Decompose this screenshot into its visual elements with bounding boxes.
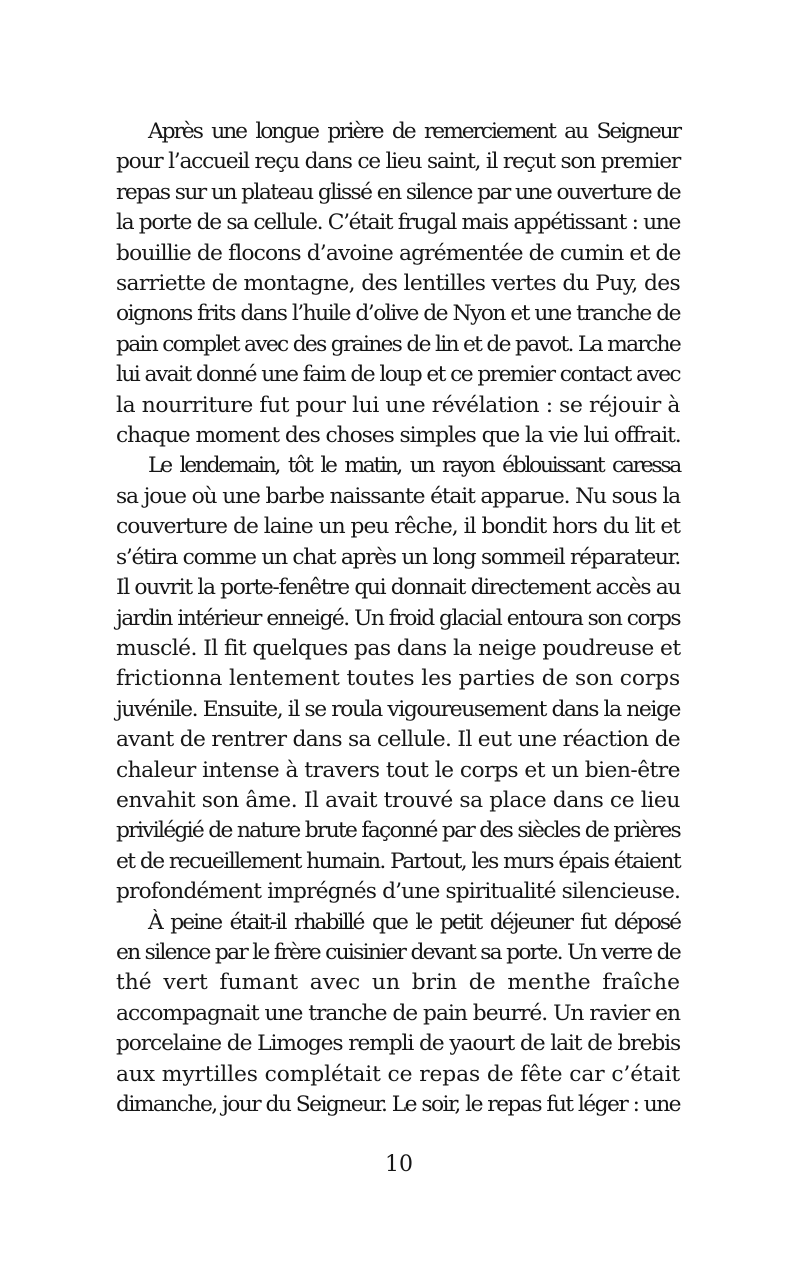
text-line: avant de rentrer dans sa cellule. Il eut une réaction de [116, 727, 680, 753]
text-line: chaleur intense à travers tout le corps et un bien-être [116, 757, 680, 783]
text-line: chaque moment des choses simples que la vie lui offrait. [116, 423, 681, 449]
text-line: pain complet avec des graines de lin et de pavot. La marche [116, 331, 681, 357]
text-line: envahit son âme. Il avait trouvé sa place dans ce lieu [116, 787, 680, 813]
text-line: aux myrtilles complétait ce repas de fête car c’était [116, 1061, 680, 1087]
text-line: sa joue où une barbe naissante était apparue. Nu sous la [116, 483, 680, 509]
paragraph-3 [116, 908, 680, 1121]
text-line: Il ouvrit la porte-fenêtre qui donnait directement accès au [116, 575, 680, 601]
text-line: accompagnait une tranche de pain beurré. Un ravier en [116, 1000, 680, 1026]
paragraph-2 [116, 451, 680, 907]
text-line: jardin intérieur enneigé. Un froid glacial entoura son corps [116, 605, 681, 631]
text-line: s’étira comme un chat après un long sommeil réparateur. [116, 544, 680, 570]
text-line: musclé. Il fit quelques pas dans la neige poudreuse et [116, 635, 681, 661]
text-line: Après une longue prière de remerciement au Seigneur [148, 119, 680, 144]
text-line: couverture de laine un peu rêche, il bondit hors du lit et [116, 514, 680, 540]
text-line: privilégié de nature brute façonné par des siècles de prières [116, 818, 680, 844]
text-line: dimanche, jour du Seigneur. Le soir, le repas fut léger : une [116, 1092, 681, 1117]
text-line: Le lendemain, tôt le matin, un rayon éblouissant caressa [148, 453, 680, 479]
text-line: repas sur un plateau glissé en silence par une ouverture de [116, 179, 680, 205]
text-line: thé vert fumant avec un brin de menthe fraîche [116, 970, 680, 996]
text-line: profondément imprégnés d’une spiritualité silencieuse. [116, 879, 680, 905]
text-line: pour l’accueil reçu dans ce lieu saint, il reçut son premier [116, 149, 681, 175]
text-line: la porte de sa cellule. C’était frugal mais appétissant : une [116, 210, 680, 236]
page-number: 10 [385, 1152, 413, 1177]
text-line: sarriette de montagne, des lentilles vertes du Puy, des [116, 271, 681, 297]
paragraph-1 [116, 117, 680, 451]
body-text [116, 117, 680, 1120]
text-line: lui avait donné une faim de loup et ce premier contact avec [116, 362, 680, 388]
text-line: la nourriture fut pour lui une révélation : se réjouir à [116, 392, 680, 418]
text-line: en silence par le frère cuisinier devant sa porte. Un verre de [116, 939, 681, 965]
text-line: et de recueillement humain. Partout, les murs épais étaient [116, 848, 680, 874]
text-line: bouillie de flocons d’avoine agrémentée de cumin et de [116, 240, 681, 266]
text-line: juvénile. Ensuite, il se roula vigoureusement dans la neige [116, 696, 681, 722]
text-line: À peine était-il rhabillé que le petit déjeuner fut déposé [148, 909, 680, 935]
text-line: porcelaine de Limoges rempli de yaourt de lait de brebis [116, 1031, 681, 1057]
text-line: oignons frits dans l’huile d’olive de Nyon et une tranche de [116, 301, 681, 327]
text-line: frictionna lentement toutes les parties de son corps [116, 666, 680, 692]
